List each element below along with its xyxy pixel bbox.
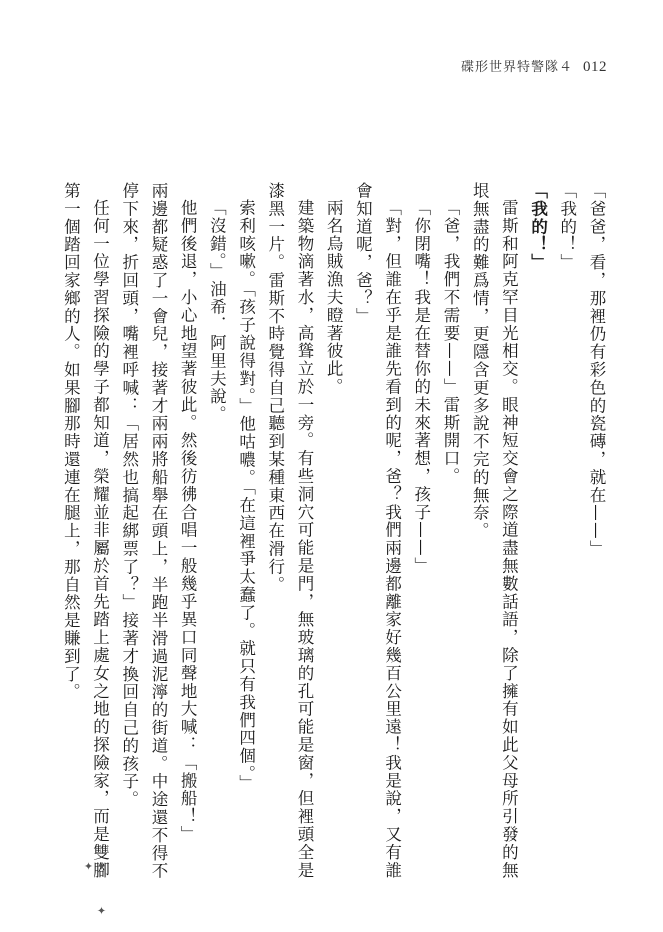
paragraph: 「我的！」 — [528, 182, 548, 272]
paragraph: 雷斯和阿克罕目光相交。眼神短交會之際道盡無數話語，除了擁有如此父母所引發的無垠無盡的難爲情，更隱含更多說不完的無奈。 — [470, 182, 519, 879]
paragraph: 索利咳嗽。「孩子說得對。」他咕噥。「在這裡爭太蠢了。就只有我們四個。」 — [236, 198, 256, 792]
running-header — [461, 56, 607, 76]
paragraph: 「我的！」 — [557, 182, 577, 272]
page-number: 012 — [583, 59, 607, 75]
paragraph: 「對，但誰在乎是誰先看到的呢，爸？我們兩邊都離家好幾百公里遠！我是說，又有誰會知道呢，爸？」 — [353, 182, 402, 879]
paragraph: 建築物滴著水，高聳立於一旁。有些洞穴可能是門，無玻璃的孔可能是窗，但裡頭全是漆黑一片。雷斯不時覺得自己聽到某種東西在滑行。 — [265, 182, 314, 879]
vertical-text-body — [51, 182, 611, 887]
section-separator: ✦ ✦ ✦ — [82, 860, 108, 932]
paragraph: 兩名烏賊漁夫瞪著彼此。 — [324, 198, 344, 396]
paragraph: 任何一位學習探險的學子都知道，榮耀並非屬於首先踏上處女之地的探險家，而是雙腳第一個踏回家鄉的人。如果腳那時還連在腿上，那自然是賺到了。 — [61, 182, 110, 879]
paragraph: 「你閉嘴！我是在替你的未來著想，孩子——」 — [411, 198, 431, 575]
paragraph: 兩邊都疑惑了一會兒，接著才兩兩將船舉在頭上，半跑半滑過泥濘的街道。中途還不得不停下來，折回頭，嘴裡呼喊：「居然也搞起綁票了？」接著才換回自己的孩子。 — [119, 182, 168, 881]
book-title: 碟形世界特警隊４ — [460, 60, 573, 75]
paragraph: 他們後退，小心地望著彼此。然後彷彿合唱一般幾乎異口同聲地大喊：「搬船！」 — [178, 198, 198, 843]
paragraph: 「沒錯。」油希．阿里夫說。 — [207, 198, 227, 423]
paragraph: 「爸爸，看，那裡仍有彩色的瓷磚，就在——」 — [587, 182, 606, 558]
paragraph: 「爸，我們不需要——」雷斯開口。 — [440, 198, 460, 485]
